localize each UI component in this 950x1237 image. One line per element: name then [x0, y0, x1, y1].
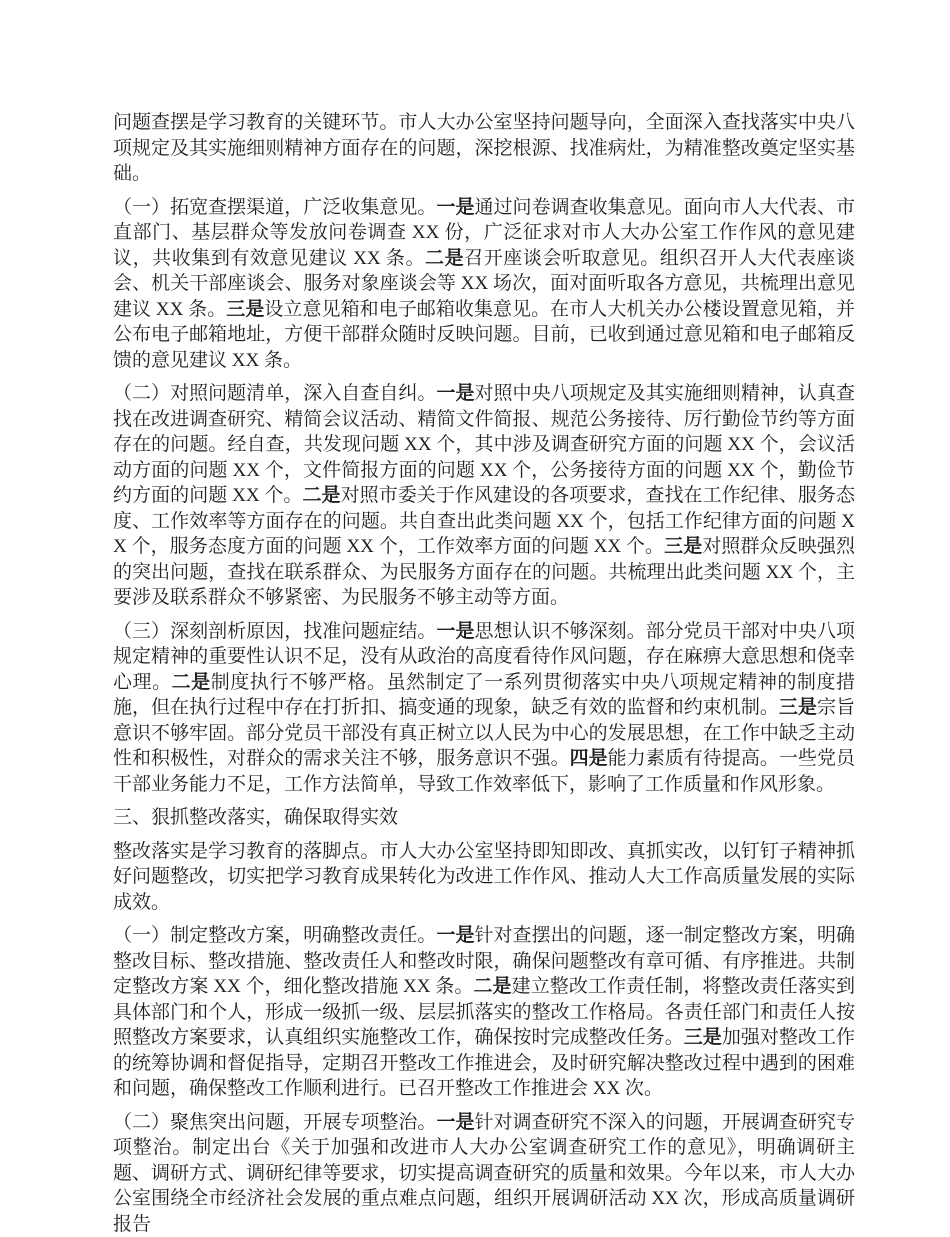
text-segment: 整改落实是学习教育的落脚点。市人大办公室坚持即知即改、真抓实改，以钉钉子精神抓好问题整改，切实把学习教育成果转化为改进工作作风、推动人大工作高质量发展的实际成效。: [113, 841, 855, 913]
bold-text-segment: 一是: [436, 621, 474, 642]
bold-text-segment: 二是: [302, 485, 340, 506]
text-segment: （一）制定整改方案，明确整改责任。: [113, 925, 436, 946]
paragraph-rectification-intro: [113, 839, 855, 916]
section-heading-rectification: [113, 805, 855, 831]
text-segment: 设立意见箱和电子邮箱收集意见。在市人大机关办公楼设置意见箱，并公布电子邮箱地址，方便干部群众随时反映问题。目前，已收到通过意见箱和电子邮箱反馈的意见建议 XX 条。: [113, 299, 855, 371]
text-segment: 能力素质有待提高。一些党员干部业务能力不足，工作方法简单，导致工作效率低下，影响了工作质量和作风形象。: [113, 748, 855, 795]
paragraph-intro-problem-check: [113, 110, 855, 187]
bold-text-segment: 一是: [436, 925, 474, 946]
text-segment: 对照中央八项规定及其实施细则精神，认真查找在改进调查研究、精简会议活动、精简文件简报、规范公务接待、厉行勤俭节约等方面存在的问题。经自查，共发现问题 XX 个，其中涉及调查研究方面的问题 XX 个，会议活动方面的问题 XX 个，文件简报方面的问题 XX 个，公务接待方面的问题 XX 个，勤俭节约方面的问题 XX 个。: [113, 383, 855, 506]
bold-text-segment: 二是: [473, 976, 511, 997]
text-segment: （三）深刻剖析原因，找准问题症结。: [113, 621, 436, 642]
paragraph-self-inspection: [113, 381, 855, 611]
bold-text-segment: 一是: [436, 1112, 474, 1133]
bold-text-segment: 四是: [570, 748, 608, 769]
bold-text-segment: 三是: [779, 697, 817, 718]
text-segment: （二）对照问题清单，深入自查自纠。: [113, 383, 436, 404]
bold-text-segment: 一是: [436, 197, 474, 218]
text-segment: 加强对整改工作的统筹协调和督促指导，定期召开整改工作推进会，及时研究解决整改过程中遇到的困难和问题，确保整改工作顺利进行。已召开整改工作推进会 XX 次。: [113, 1027, 855, 1099]
text-segment: （一）拓宽查摆渠道，广泛收集意见。: [113, 197, 436, 218]
bold-text-segment: 三是: [684, 1027, 722, 1048]
text-segment: 召开座谈会听取意见。组织召开人大代表座谈会、机关干部座谈会、服务对象座谈会等 XX 场次，面对面听取各方意见，共梳理出意见建议 XX 条。: [113, 248, 855, 320]
bold-text-segment: 一是: [436, 383, 474, 404]
bold-text-segment: 三是: [226, 299, 264, 320]
text-segment: 通过问卷调查收集意见。面向市人大代表、市直部门、基层群众等发放问卷调查 XX 份，广泛征求对市人大办公室工作作风的意见建议，共收集到有效意见建议 XX 条。: [113, 197, 855, 269]
paragraph-channels-collect-opinions: [113, 195, 855, 374]
text-segment: 针对调查研究不深入的问题，开展调查研究专项整治。制定出台《关于加强和改进市人大办公室调查研究工作的意见》，明确调研主题、调研方式、调研纪律等要求，切实提高调查研究的质量和效果。今年以来，市人大办公室围绕全市经济社会发展的重点难点问题，组织开展调研活动 XX 次，形成高质量调研报告: [113, 1112, 855, 1235]
text-segment: 三、狠抓整改落实，确保取得实效: [113, 807, 398, 828]
bold-text-segment: 三是: [664, 536, 702, 557]
bold-text-segment: 二是: [425, 248, 464, 269]
paragraph-rectification-plan: [113, 923, 855, 1102]
text-segment: 思想认识不够深刻。部分党员干部对中央八项规定精神的重要性认识不足，没有从政治的高度看待作风问题，存在麻痹大意思想和侥幸心理。: [113, 621, 855, 693]
text-segment: 问题查摆是学习教育的关键环节。市人大办公室坚持问题导向，全面深入查找落实中央八项规定及其实施细则精神方面存在的问题，深挖根源、找准病灶，为精准整改奠定坚实基础。: [113, 112, 855, 184]
paragraph-cause-analysis: [113, 619, 855, 798]
text-segment: 对照市委关于作风建设的各项要求，查找在工作纪律、服务态度、工作效率等方面存在的问题。共自查出此类问题 XX 个，包括工作纪律方面的问题 XX 个，服务态度方面的问题 XX 个，工作效率方面的问题 XX 个。: [113, 485, 855, 557]
text-segment: 制度执行不够严格。虽然制定了一系列贯彻落实中央八项规定精神的制度措施，但在执行过程中存在打折扣、搞变通的现象，缺乏有效的监督和约束机制。: [113, 672, 855, 719]
text-segment: （二）聚焦突出问题，开展专项整治。: [113, 1112, 436, 1133]
text-segment: 宗旨意识不够牢固。部分党员干部没有真正树立以人民为中心的发展思想，在工作中缺乏主动性和积极性，对群众的需求关注不够，服务意识不强。: [113, 697, 855, 769]
paragraph-special-rectification: [113, 1110, 855, 1237]
text-segment: 建立整改工作责任制，将整改责任落实到具体部门和个人，形成一级抓一级、层层抓落实的整改工作格局。各责任部门和责任人按照整改方案要求，认真组织实施整改工作，确保按时完成整改任务。: [113, 976, 855, 1048]
bold-text-segment: 二是: [172, 672, 211, 693]
text-segment: 对照群众反映强烈的突出问题，查找在联系群众、为民服务方面存在的问题。共梳理出此类问题 XX 个，主要涉及联系群众不够紧密、为民服务不够主动等方面。: [113, 536, 855, 608]
text-segment: 针对查摆出的问题，逐一制定整改方案，明确整改目标、整改措施、整改责任人和整改时限，确保问题整改有章可循、有序推进。共制定整改方案 XX 个，细化整改措施 XX 条。: [113, 925, 855, 997]
